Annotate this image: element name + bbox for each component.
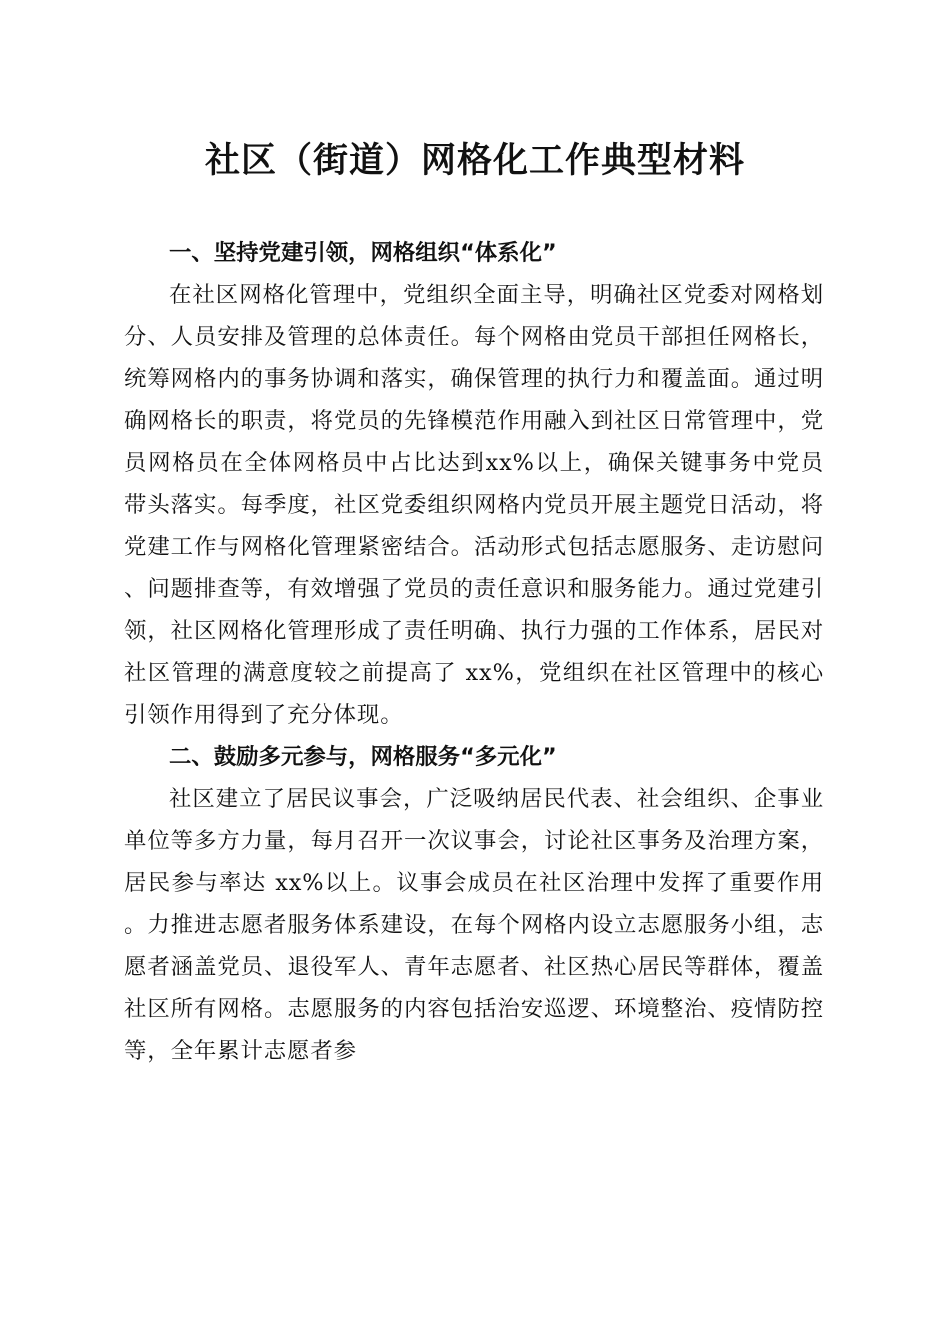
section-paragraph: 社区建立了居民议事会，广泛吸纳居民代表、社会组织、企事业单位等多方力量，每月召开一次议事会，讨论社区事务及治理方案，居民参与率达 xx%以上。议事会成员在社区治理中发挥了重要作用。力推进志愿者服务体系建设，在每个网格内设立志愿服务小组，志愿者涵盖党员、退役军人、青年志愿者、社区热心居民等群体，覆盖社区所有网格。志愿服务的内容包括治安巡逻、环境整治、疫情防控等，全年累计志愿者参 <box>124 786 824 1064</box>
document-body <box>124 232 824 1072</box>
section-heading: 一、坚持党建引领，网格组织“体系化” <box>169 240 557 266</box>
section-paragraph: 在社区网格化管理中，党组织全面主导，明确社区党委对网格划分、人员安排及管理的总体责任。每个网格由党员干部担任网格长，统筹网格内的事务协调和落实，确保管理的执行力和覆盖面。通过明确网格长的职责，将党员的先锋模范作用融入到社区日常管理中，党员网格员在全体网格员中占比达到xx%以上，确保关键事务中党员带头落实。每季度，社区党委组织网格内党员开展主题党日活动，将党建工作与网格化管理紧密结合。活动形式包括志愿服务、走访慰问、问题排查等，有效增强了党员的责任意识和服务能力。通过党建引领，社区网格化管理形成了责任明确、执行力强的工作体系，居民对社区管理的满意度较之前提高了 xx%，党组织在社区管理中的核心引领作用得到了充分体现。 <box>124 282 824 728</box>
document-title: 社区（街道）网格化工作典型材料 <box>204 140 745 181</box>
section-heading: 二、鼓励多元参与，网格服务“多元化” <box>169 744 557 770</box>
section-party-leadership <box>124 232 824 736</box>
section-diverse-participation <box>124 736 824 1072</box>
